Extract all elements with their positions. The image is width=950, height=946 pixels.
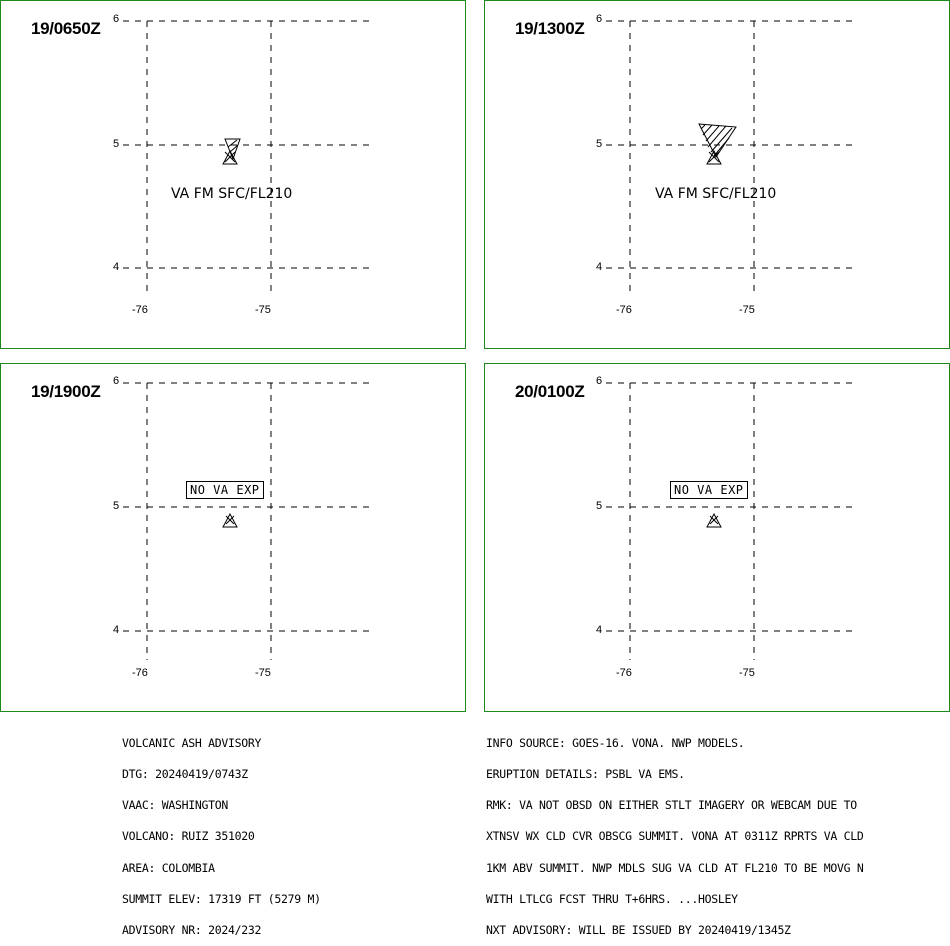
advisory-header-block [122,717,321,946]
lat-tick-6: 6 [596,375,603,387]
lon-tick-75: -75 [255,304,271,316]
forecast-panel-0100z [484,363,950,712]
lat-tick-4: 4 [596,261,603,273]
advisory-line: VAAC: WASHINGTON [122,798,228,813]
panel-map-graphic [485,364,950,713]
forecast-panel-0650z [0,0,466,349]
advisory-line: ADVISORY NR: 2024/232 [122,923,262,938]
panel-map-graphic [485,1,950,350]
advisory-line: SUMMIT ELEV: 17319 FT (5279 M) [122,891,321,906]
lon-tick-76: -76 [616,304,632,316]
lon-tick-76: -76 [616,667,632,679]
lat-tick-4: 4 [113,261,120,273]
ash-altitude-label: VA FM SFC/FL210 [171,186,293,202]
lat-tick-4: 4 [113,624,120,636]
advisory-line: NXT ADVISORY: WILL BE ISSUED BY 20240419/1345Z [486,923,791,938]
advisory-line: RMK: VA NOT OBSD ON EITHER STLT IMAGERY OR WEBCAM DUE TO [486,798,857,813]
panel-map-graphic [1,364,467,713]
lat-tick-5: 5 [596,138,603,150]
advisory-line: VOLCANO: RUIZ 351020 [122,829,255,844]
no-ash-expected-box: NO VA EXP [670,481,748,499]
lon-tick-75: -75 [255,667,271,679]
ash-cloud-polygon [699,124,736,157]
panel-time-label: 19/1900Z [31,382,101,401]
lat-tick-6: 6 [113,13,120,25]
advisory-line: VOLCANIC ASH ADVISORY [122,735,262,750]
lon-tick-75: -75 [739,304,755,316]
advisory-line: AREA: COLOMBIA [122,860,215,875]
advisory-line: DTG: 20240419/0743Z [122,767,248,782]
advisory-line: 1KM ABV SUMMIT. NWP MDLS SUG VA CLD AT FL210 TO BE MOVG N [486,860,864,875]
forecast-panel-1900z [0,363,466,712]
forecast-panel-1300z [484,0,950,349]
panel-time-label: 20/0100Z [515,382,585,401]
lat-tick-4: 4 [596,624,603,636]
advisory-line: ERUPTION DETAILS: PSBL VA EMS. [486,767,685,782]
advisory-line: WITH LTLCG FCST THRU T+6HRS. ...HOSLEY [486,891,738,906]
advisory-remarks-block [486,717,864,946]
panel-map-graphic [1,1,467,350]
ash-altitude-label: VA FM SFC/FL210 [655,186,777,202]
lat-tick-6: 6 [596,13,603,25]
lon-tick-76: -76 [132,667,148,679]
lon-tick-75: -75 [739,667,755,679]
volcano-icon [223,514,237,527]
panel-time-label: 19/1300Z [515,19,585,38]
volcano-icon [707,514,721,527]
lon-tick-76: -76 [132,304,148,316]
no-ash-expected-box: NO VA EXP [186,481,264,499]
lat-tick-5: 5 [113,500,120,512]
advisory-line: INFO SOURCE: GOES-16. VONA. NWP MODELS. [486,735,745,750]
lat-tick-5: 5 [596,500,603,512]
advisory-line: XTNSV WX CLD CVR OBSCG SUMMIT. VONA AT 0311Z RPRTS VA CLD [486,829,864,844]
lat-tick-6: 6 [113,375,120,387]
lat-tick-5: 5 [113,138,120,150]
panel-time-label: 19/0650Z [31,19,101,38]
